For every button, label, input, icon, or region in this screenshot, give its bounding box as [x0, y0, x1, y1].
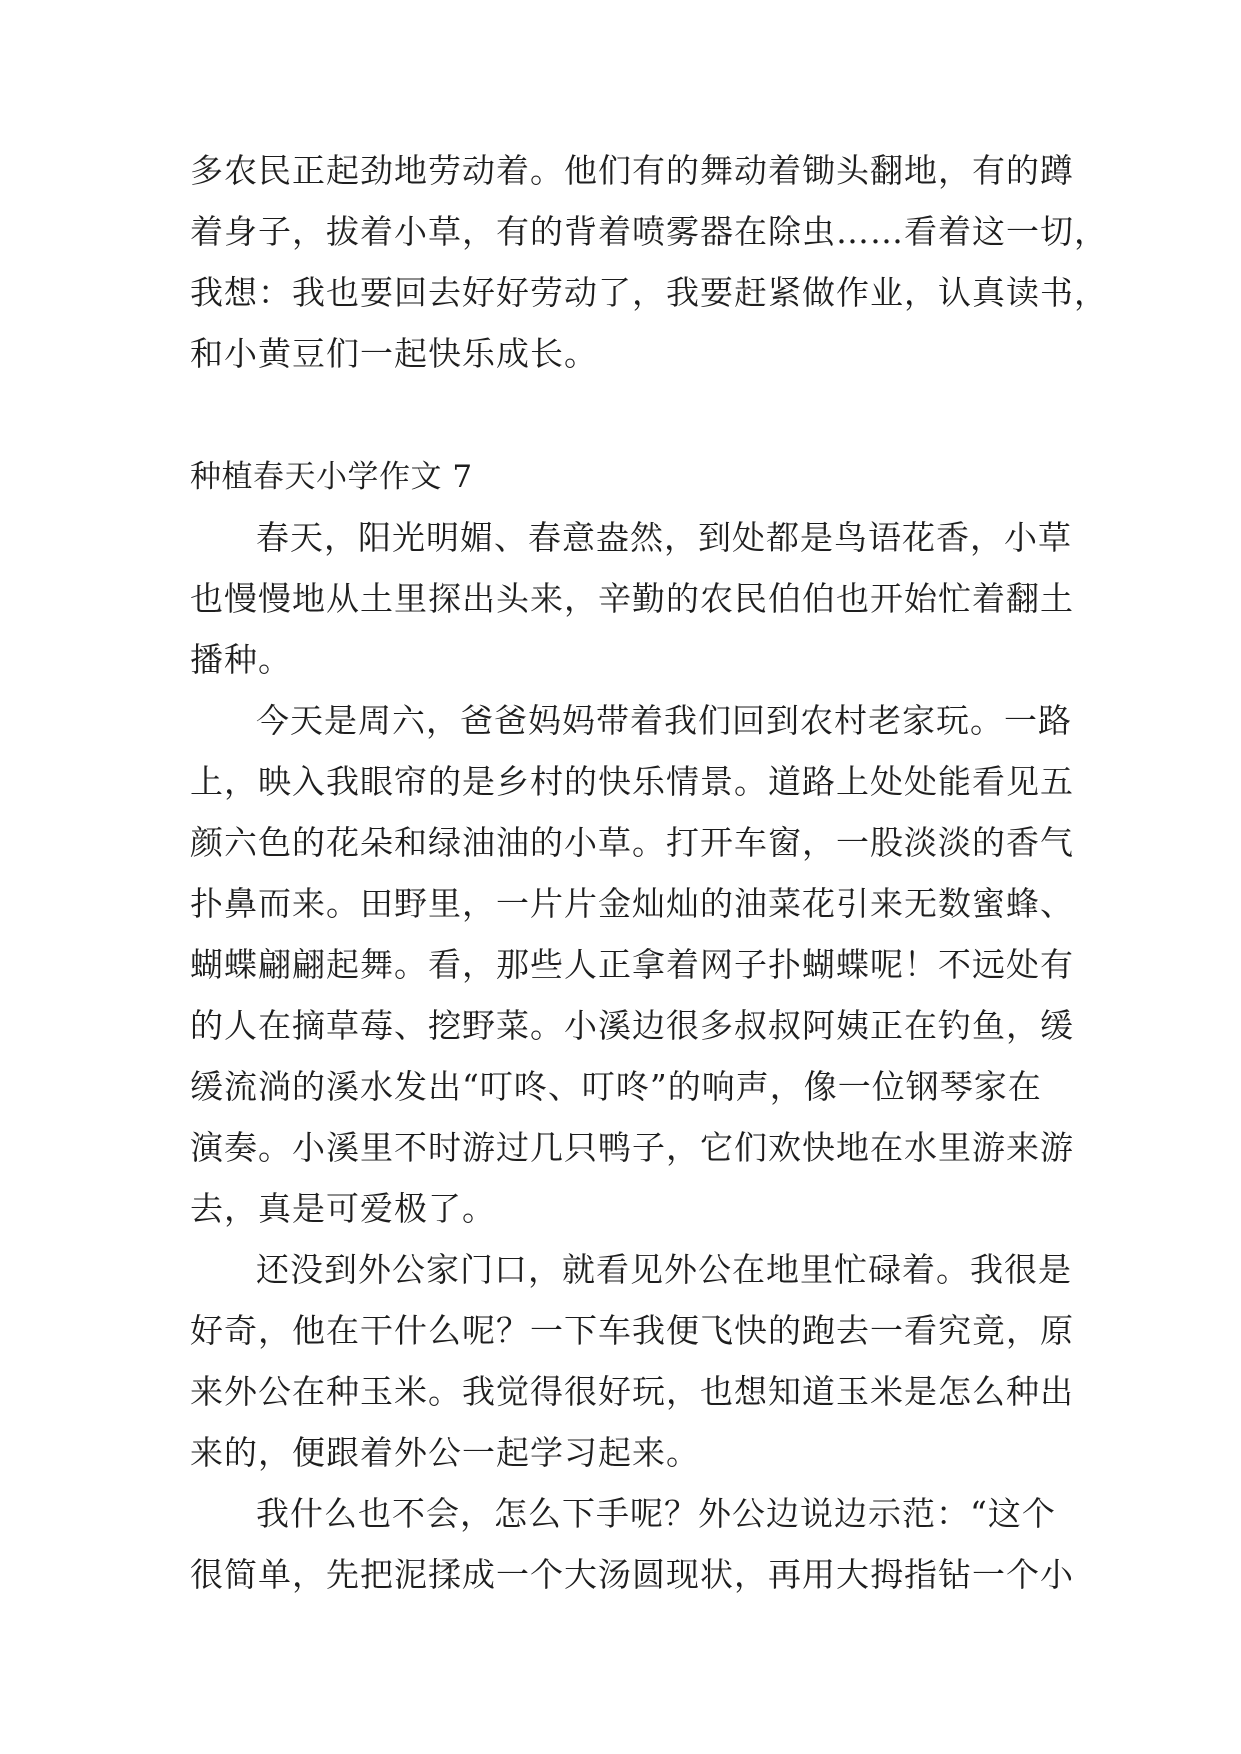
paragraph3-line-4: 来的，便跟着外公一起学习起来。 — [190, 1433, 700, 1472]
paragraph2-line-8: 演奏。小溪里不时游过几只鸭子，它们欢快地在水里游来游 — [190, 1128, 1074, 1167]
paragraph4-line-2: 很简单，先把泥揉成一个大汤圆现状，再用大拇指钻一个小 — [190, 1555, 1074, 1594]
intro-line-2: 着身子，拔着小草，有的背着喷雾器在除虫……看着这一切， — [190, 212, 1108, 251]
paragraph2-line-5: 蝴蝶翩翩起舞。看，那些人正拿着网子扑蝴蝶呢！不远处有 — [190, 945, 1074, 984]
paragraph2-line-3: 颜六色的花朵和绿油油的小草。打开车窗，一股淡淡的香气 — [190, 823, 1074, 862]
paragraph2-line-9: 去，真是可爱极了。 — [190, 1189, 496, 1228]
paragraph4-line-1: 我什么也不会，怎么下手呢？外公边说边示范：“这个 — [256, 1494, 1056, 1533]
intro-line-4: 和小黄豆们一起快乐成长。 — [190, 334, 598, 373]
intro-line-1: 多农民正起劲地劳动着。他们有的舞动着锄头翻地，有的蹲 — [190, 151, 1074, 190]
intro-line-3: 我想：我也要回去好好劳动了，我要赶紧做作业，认真读书， — [190, 273, 1108, 312]
paragraph1-line-2: 也慢慢地从土里探出头来，辛勤的农民伯伯也开始忙着翻土 — [190, 579, 1074, 618]
paragraph2-line-4: 扑鼻而来。田野里，一片片金灿灿的油菜花引来无数蜜蜂、 — [190, 884, 1074, 923]
paragraph3-line-3: 来外公在种玉米。我觉得很好玩，也想知道玉米是怎么种出 — [190, 1372, 1074, 1411]
section-title: 种植春天小学作文 7 — [190, 459, 473, 495]
paragraph2-line-7: 缓流淌的溪水发出“叮咚、叮咚”的响声，像一位钢琴家在 — [190, 1067, 1042, 1106]
paragraph1-line-1: 春天，阳光明媚、春意盎然，到处都是鸟语花香，小草 — [256, 518, 1072, 557]
paragraph3-line-1: 还没到外公家门口，就看见外公在地里忙碌着。我很是 — [256, 1250, 1072, 1289]
paragraph1-line-3: 播种。 — [190, 640, 292, 679]
paragraph2-line-1: 今天是周六，爸爸妈妈带着我们回到农村老家玩。一路 — [256, 701, 1072, 740]
paragraph2-line-6: 的人在摘草莓、挖野菜。小溪边很多叔叔阿姨正在钓鱼，缓 — [190, 1006, 1074, 1045]
paragraph2-line-2: 上，映入我眼帘的是乡村的快乐情景。道路上处处能看见五 — [190, 762, 1074, 801]
paragraph3-line-2: 好奇，他在干什么呢？一下车我便飞快的跑去一看究竟，原 — [190, 1311, 1074, 1350]
